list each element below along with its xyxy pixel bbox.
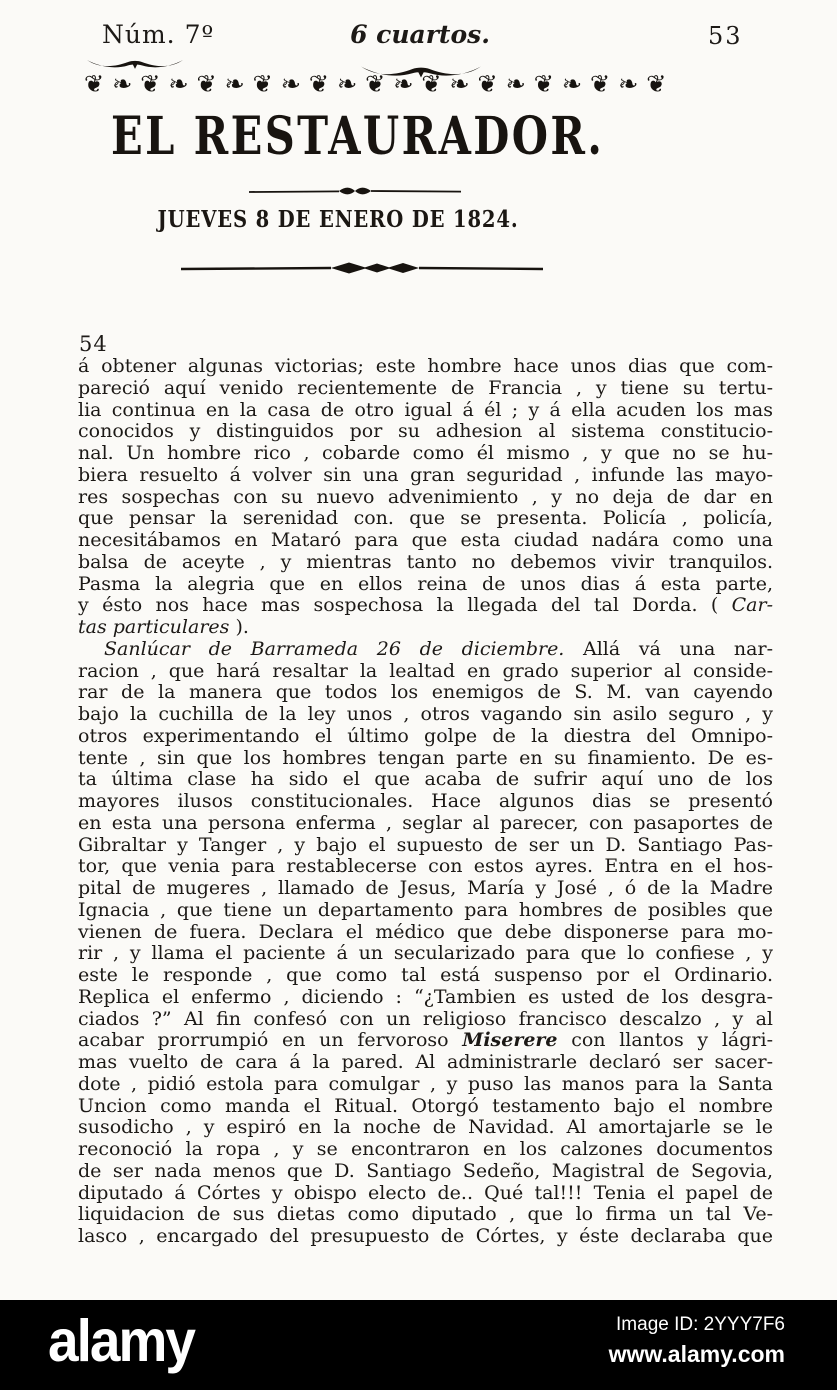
body-line: tas particulares ). (78, 616, 249, 638)
body-line: Ignacia , que tiene un departamento para hombres de posibles que (78, 898, 773, 921)
body-line: lasco , encargado del presupuesto de Córtes, y éste declaraba que (78, 1225, 773, 1247)
body-line: pareció aquí venido recientemente de Francia , y tiene su tertu- (78, 376, 773, 399)
body-line: tente , sin que los hombres tengan parte en su finamiento. De es- (78, 746, 773, 769)
body-line: biera resuelto á volver sin una gran seguridad , infunde las mayo- (78, 463, 773, 486)
body-line: de ser nada menos que D. Santiago Sedeño, Magistral de Segovia, (78, 1159, 773, 1182)
body-line: Sanlúcar de Barrameda 26 de diciembre. Allá vá una nar- (104, 637, 773, 660)
alamy-logo: alamy (48, 1307, 194, 1375)
rule-diamond-divider (181, 260, 543, 276)
body-line: bajo la cuchilla de la ley unos , otros vagando sin asilo seguro , y (78, 703, 773, 725)
body-line: vienen de fuera. Declara el médico que debe disponerse para mo- (78, 920, 773, 943)
body-line: acabar prorrumpió en un fervoroso Miserere con llantos y lágri- (78, 1029, 773, 1052)
page-number-top: 53 (708, 22, 743, 50)
body-line: res sospechas con su nuevo advenimiento , y no deja de dar en (78, 485, 773, 508)
price: 6 cuartos. (350, 20, 490, 49)
body-line: necesitábamos en Mataró para que esta ciudad nadára como una (78, 529, 773, 551)
watermark-bar (0, 1300, 837, 1390)
body-line: Uncion como manda el Ritual. Otorgó testamento bajo el nombre (78, 1094, 773, 1117)
body-line: en esta una persona enferma , seglar al parecer, con pasaportes de (78, 811, 773, 834)
body-line: rar de la manera que todos los enemigos de S. M. van cayendo (78, 681, 773, 704)
body-line: Pasma la alegria que en ellos reina de unos dias á esta parte, (78, 572, 773, 595)
body-line: susodicho , y espiró en la noche de Navidad. Al amortajarle se le (78, 1116, 773, 1139)
fleuron-ornament-row: ❦❧❦❧❦❧❦❧❦❧❦❧❦❧❦❧❦❧❦❧❦ (84, 70, 675, 98)
body-line: racion , que hará resaltar la lealtad en grado superior al conside- (78, 659, 773, 682)
body-line: á obtener algunas victorias; este hombre hace unos dias que com- (78, 355, 773, 377)
body-line: conocidos y distinguidos por su adhesion al sistema constitucio- (78, 420, 773, 443)
body-line: mayores ilusos constitucionales. Hace algunos dias se presentó (78, 790, 773, 812)
body-line: y ésto nos hace mas sospechosa la llegada del tal Dorda. ( Car- (78, 594, 773, 617)
body-line: otros experimentando el último golpe de la diestra del Omnipo- (78, 724, 773, 747)
body-line: Gibraltar y Tanger , y bajo el supuesto de ser un D. Santiago Pas- (78, 833, 773, 856)
body-line: diputado á Córtes y obispo electo de.. Qué tal!!! Tenia el papel de (78, 1181, 773, 1204)
brace-ornament-left (86, 52, 184, 72)
body-line: reconoció la ropa , y se encontraron en los calzones documentos (78, 1138, 773, 1160)
body-line: mas vuelto de cara á la pared. Al administrarle declaró ser sacer- (78, 1051, 773, 1073)
body-line: balsa de aceyte , y mientras tanto no debemos vivir tranquilos. (78, 550, 773, 573)
body-line: Replica el enfermo , diciendo : “¿Tambien es usted de los desgra- (78, 985, 773, 1008)
body-line: pital de mugeres , llamado de Jesus, María y José , ó de la Madre (78, 877, 773, 899)
body-line: este le responde , que como tal está suspenso por el Ordinario. (78, 964, 773, 986)
watermark-meta (609, 1314, 785, 1368)
body-line: rir , y llama el paciente á un secularizado para que lo confiese , y (78, 942, 773, 965)
body-line: tor, que venia para restablecerse con estos ayres. Entra en el hos- (78, 855, 773, 878)
body-line: nal. Un hombre rico , cobarde como él mismo , y que no se hu- (78, 442, 773, 464)
body-line: ta última clase ha sido el que acaba de sufrir aquí uno de los (78, 768, 773, 791)
article-body (78, 356, 773, 1248)
body-line: liquidacion de sus dietas como diputado , que lo firma un tal Ve- (78, 1203, 773, 1226)
alamy-url: www.alamy.com (608, 1341, 785, 1367)
rule-ornament-divider (249, 184, 461, 198)
image-id-label: Image ID: 2YYY7F6 (616, 1314, 785, 1335)
body-line: dote , pidió estola para comulgar , y puso las manos para la Santa (78, 1072, 773, 1095)
body-line: que pensar la serenidad con. que se presenta. Policía , policía, (78, 507, 773, 530)
masthead-title: EL RESTAURADOR. (111, 106, 605, 167)
body-line: lia continua en la casa de otro igual á él ; y á ella acuden los mas (78, 398, 773, 421)
body-line: ciados ?” Al fin confesó con un religioso francisco descalzo , y al (78, 1007, 773, 1030)
date-line: JUEVES 8 DE ENERO DE 1824. (157, 206, 519, 233)
page-number-body: 54 (79, 332, 108, 356)
issue-number: Núm. 7º (102, 20, 215, 49)
